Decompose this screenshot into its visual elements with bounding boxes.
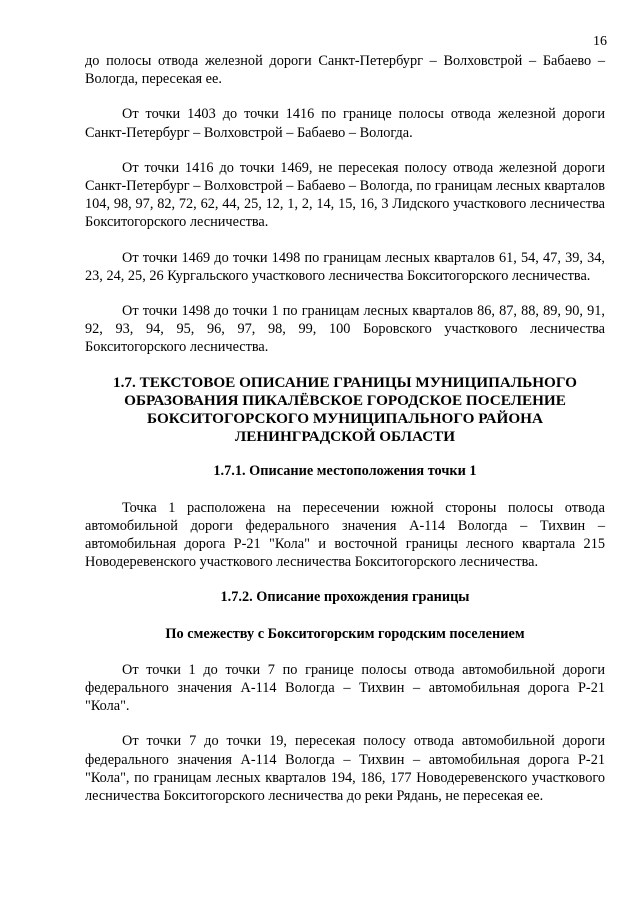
section-heading-line: ОБРАЗОВАНИЯ ПИКАЛЁВСКОЕ ГОРОДСКОЕ ПОСЕЛЕНИЕ [124, 391, 566, 409]
paragraph: От точки 7 до точки 19, пересекая полосу отвода автомобильной дороги федерального значения А-114 Вологда – Тихвин – автомобильная дорога Р-21 "Кола", по границам лесных кварталов 194, 186, 177 Новодеревенского участкового лесничества Бокситогорского лесничества до реки Рядань, не пересекая ее. [85, 733, 605, 805]
section-heading-line: БОКСИТОГОРСКОГО МУНИЦИПАЛЬНОГО РАЙОНА [147, 410, 543, 428]
paragraph-continuation: до полосы отвода железной дороги Санкт-Петербург – Волховстрой – Бабаево – Вологда, пересекая ее. [85, 53, 605, 88]
paragraph: От точки 1469 до точки 1498 по границам лесных кварталов 61, 54, 47, 39, 34, 23, 24, 25, 26 Кургальского участкового лесничества Бокситогорского лесничества. [85, 249, 605, 284]
page-number: 16 [593, 34, 607, 49]
adjacency-heading: По смежеству с Бокситогорским городским поселением [165, 625, 525, 642]
subsection-heading-boundary: 1.7.2. Описание прохождения границы [220, 589, 470, 606]
subsection-heading-point-1: 1.7.1. Описание местоположения точки 1 [213, 463, 477, 480]
paragraph: От точки 1498 до точки 1 по границам лесных кварталов 86, 87, 88, 89, 90, 91, 92, 93, 94, 95, 96, 97, 98, 99, 100 Боровского участкового лесничества Бокситогорского лесничества. [85, 303, 605, 356]
section-heading-line: ЛЕНИНГРАДСКОЙ ОБЛАСТИ [234, 428, 456, 446]
paragraph: От точки 1416 до точки 1469, не пересекая полосу отвода железной дороги Санкт-Петербург – Волховстрой – Бабаево – Вологда, по границам лесных кварталов 104, 98, 97, 82, 72, 62, 44, 25, 12, 1, 2, 14, 15, 16, 3 Лидского участкового лесничества Бокситогорского лесничества. [85, 159, 605, 231]
document-body [85, 52, 605, 822]
paragraph: От точки 1 до точки 7 по границе полосы отвода автомобильной дороги федерального значения А-114 Вологда – Тихвин – автомобильная дорога Р-21 "Кола". [85, 661, 605, 715]
section-heading-line: 1.7. ТЕКСТОВОЕ ОПИСАНИЕ ГРАНИЦЫ МУНИЦИПАЛЬНОГО [113, 373, 577, 391]
section-heading [85, 374, 605, 447]
paragraph: От точки 1403 до точки 1416 по границе полосы отвода железной дороги Санкт-Петербург – Волховстрой – Бабаево – Вологда. [85, 106, 605, 141]
paragraph-point-1-location: Точка 1 расположена на пересечении южной стороны полосы отвода автомобильной дороги федерального значения А-114 Вологда – Тихвин – автомобильная дорога Р-21 "Кола" и восточной границы лесного квартала 215 Новодеревенского участкового лесничества Бокситогорского лесничества. [85, 499, 605, 571]
